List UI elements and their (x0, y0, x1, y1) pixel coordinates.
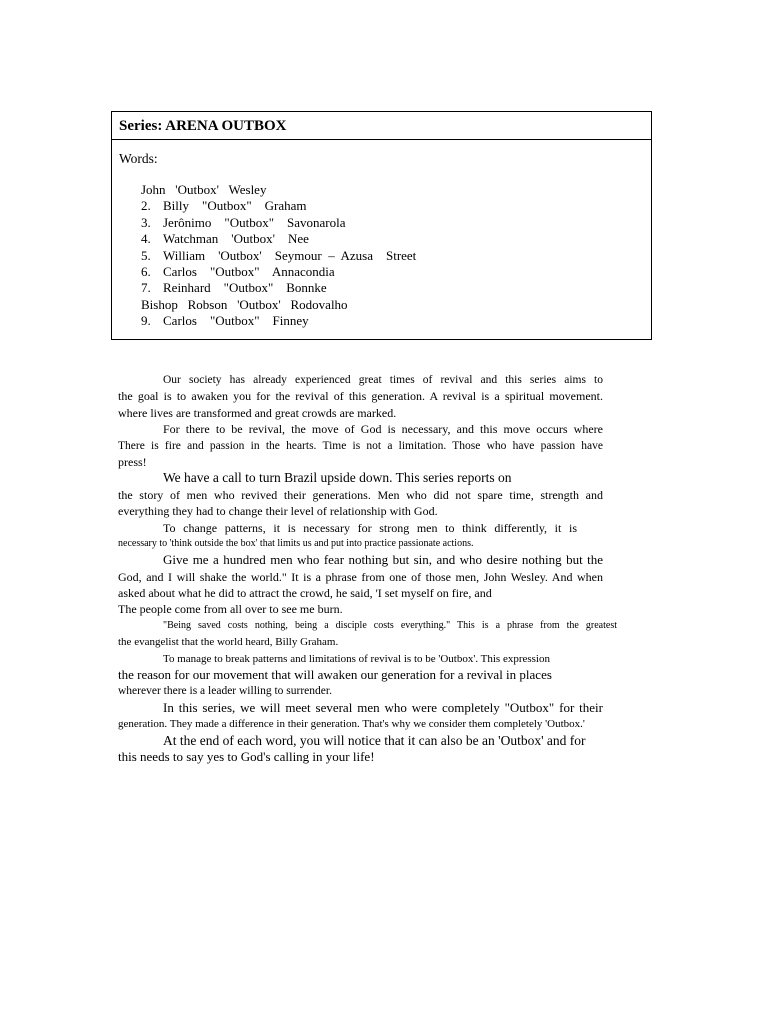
list-item (141, 215, 416, 231)
list-item-text: John 'Outbox' Wesley (141, 182, 267, 197)
paragraph (118, 651, 603, 700)
list-item-number: 6. (141, 263, 151, 279)
text-line: To manage to break patterns and limitations of revival is to be 'Outbox'. This expression (163, 652, 550, 665)
text-line: necessary to 'think outside the box' that limits us and put into practice passionate actions. (118, 537, 474, 549)
text-line: asked about what he did to attract the crowd, he said, 'I set myself on fire, and (118, 586, 492, 601)
text-line: God, and I will shake the world." It is a phrase from one of those men, John Wesley. And when (118, 569, 603, 584)
list-item-text: Carlos "Outbox" Annacondia (163, 263, 335, 279)
paragraph (118, 700, 603, 733)
list-item (141, 231, 416, 247)
paragraph (118, 618, 617, 651)
list-item-number: 3. (141, 214, 151, 230)
paragraph (118, 552, 603, 618)
text-line: Give me a hundred men who fear nothing but sin, and who desire nothing but the (163, 552, 603, 568)
list-item-number: 2. (141, 198, 151, 214)
series-box (111, 111, 652, 340)
text-line: the reason for our movement that will awaken our generation for a revival in places (118, 667, 552, 683)
text-line: wherever there is a leader willing to surrender. (118, 685, 332, 698)
list-item-number: 5. (141, 247, 151, 263)
text-line: For there to be revival, the move of God is necessary, and this move occurs where (163, 422, 603, 437)
text-line: The people come from all over to see me burn. (118, 602, 343, 617)
paragraph (118, 733, 603, 766)
text-line: To change patterns, it is necessary for strong men to think differently, it is (163, 520, 577, 535)
series-title: Series: ARENA OUTBOX (112, 112, 651, 140)
word-list (141, 182, 416, 330)
list-item-text: Carlos "Outbox" Finney (163, 313, 309, 329)
text-line: everything they had to change their level of relationship with God. (118, 504, 438, 519)
text-line: At the end of each word, you will notice that it can also be an 'Outbox' and for (163, 732, 586, 748)
text-line: generation. They made a difference in their generation. That's why we consider them completely 'Outbox.' (118, 718, 585, 731)
text-line: "Being saved costs nothing, being a disciple costs everything." This is a phrase from the greatest (163, 619, 617, 631)
paragraph (118, 520, 603, 553)
paragraph (118, 470, 603, 519)
text-line: the story of men who revived their generations. Men who did not spare time, strength and (118, 487, 603, 502)
list-item-text: Jerônimo "Outbox" Savonarola (163, 214, 346, 230)
text-line: Our society has already experienced great times of revival and this series aims to (163, 374, 603, 386)
list-item-number: 4. (141, 231, 151, 247)
list-item (141, 280, 416, 296)
paragraph (118, 372, 603, 421)
body-text (118, 372, 617, 765)
text-line: this needs to say yes to God's calling in your life! (118, 748, 375, 764)
text-line: In this series, we will meet several men who were completely "Outbox" for their (163, 699, 603, 715)
words-label: Words: (119, 151, 158, 166)
paragraph (118, 421, 603, 470)
list-item (141, 182, 416, 198)
list-item-text: William 'Outbox' Seymour – Azusa Street (163, 247, 417, 263)
list-item (141, 198, 416, 214)
list-item-text: Bishop Robson 'Outbox' Rodovalho (141, 296, 348, 312)
list-item (141, 313, 416, 329)
text-line: the goal is to awaken you for the revival of this generation. A revival is a spiritual movement. (118, 389, 603, 404)
list-item-number: 9. (141, 313, 151, 329)
list-item-text: Billy "Outbox" Graham (163, 198, 307, 214)
text-line: the evangelist that the world heard, Billy Graham. (118, 636, 339, 649)
list-item-text: Reinhard "Outbox" Bonnke (163, 280, 327, 296)
list-item (141, 297, 416, 313)
text-line: We have a call to turn Brazil upside down. This series reports on (163, 470, 512, 486)
list-item (141, 248, 416, 264)
text-line: press! (118, 454, 147, 469)
text-line: There is fire and passion in the hearts. Time is not a limitation. Those who have passion have (118, 439, 603, 452)
list-item-number: 7. (141, 280, 151, 296)
text-line: where lives are transformed and great crowds are marked. (118, 405, 397, 420)
list-item (141, 264, 416, 280)
list-item-text: Watchman 'Outbox' Nee (163, 231, 309, 247)
